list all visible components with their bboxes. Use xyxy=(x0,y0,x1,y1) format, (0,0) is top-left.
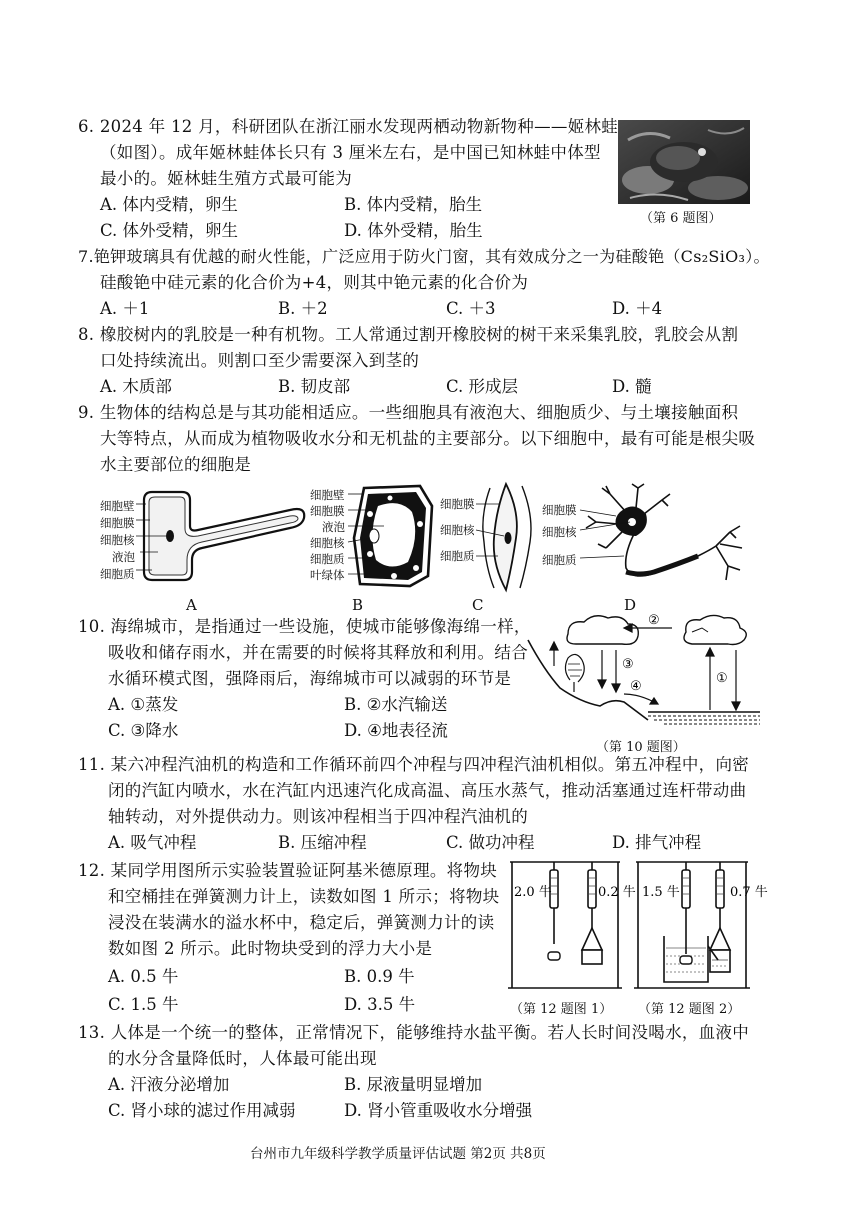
q8-line-1: 8. 橡胶树内的乳胶是一种有机物。工人常通过割开橡胶树的树干来采集乳胶，乳胶会从割 xyxy=(78,325,739,344)
cell-c-label-cytoplasm: 细胞质 xyxy=(440,549,475,563)
fig1-reading-left: 2.0 牛 xyxy=(514,885,552,900)
cell-b-label-vacuole: 液泡 xyxy=(322,520,345,534)
q7-line-1: 7.铯钾玻璃具有优越的耐火性能，广泛应用于防火门窗，其有效成分之一为硅酸铯（Cs₂SiO₃）。 xyxy=(78,247,770,266)
q7-line-2: 硅酸铯中硅元素的化合价为+4，则其中铯元素的化合价为 xyxy=(100,273,529,292)
cell-b-letter: B xyxy=(352,596,364,614)
q13-line-1: 13. 人体是一个统一的整体，正常情况下，能够维持水盐平衡。若人长时间没喝水，血液中 xyxy=(78,1023,750,1042)
q13-option-d: D. 肾小管重吸收水分增强 xyxy=(344,1101,533,1120)
cell-b-label-nucleus: 细胞核 xyxy=(310,536,345,550)
cell-b-diagram xyxy=(350,484,440,590)
q9-line-1: 9. 生物体的结构总是与其功能相适应。一些细胞具有液泡大、细胞质少、与土壤接触面积 xyxy=(78,403,739,422)
cell-b-label-wall: 细胞壁 xyxy=(310,488,345,502)
q9-line-3: 水主要部位的细胞是 xyxy=(100,455,252,474)
q12-figure-2-caption: （第 12 题图 2） xyxy=(638,1002,741,1017)
q11-line-1: 11. 某六冲程汽油机的构造和工作循环前四个冲程与四冲程汽油机相似。第五冲程中，向密 xyxy=(78,755,750,774)
cell-b-label-cytoplasm: 细胞质 xyxy=(310,552,345,566)
q10-option-d: D. ④地表径流 xyxy=(344,721,448,740)
q8-option-b: B. 韧皮部 xyxy=(278,377,351,396)
q12-figure-1-caption: （第 12 题图 1） xyxy=(510,1002,613,1017)
marker-1: ① xyxy=(716,671,728,686)
q12-line-1: 12. 某同学用图所示实验装置验证阿基米德原理。将物块 xyxy=(78,861,498,880)
q10-option-a: A. ①蒸发 xyxy=(108,695,179,714)
cell-c-letter: C xyxy=(472,596,484,614)
q6-option-b: B. 体内受精，胎生 xyxy=(344,195,483,214)
q6-option-a: A. 体内受精，卵生 xyxy=(100,195,238,214)
q12-option-b: B. 0.9 牛 xyxy=(344,967,415,986)
q13-option-b: B. 尿液量明显增加 xyxy=(344,1075,483,1094)
q12-line-3: 浸没在装满水的溢水杯中，稳定后，弹簧测力计的读 xyxy=(108,913,495,932)
fig2-reading-left: 1.5 牛 xyxy=(642,885,680,900)
marker-2: ② xyxy=(648,613,660,628)
q6-line-2: （如图）。成年姬林蛙体长只有 3 厘米左右，是中国已知林蛙中体型 xyxy=(100,143,601,162)
cell-a-label-cytoplasm: 细胞质 xyxy=(100,567,135,581)
q11-option-c: C. 做功冲程 xyxy=(446,833,535,852)
q8-line-2: 口处持续流出。则割口至少需要深入到茎的 xyxy=(100,351,420,370)
cell-a-letter: A xyxy=(186,596,198,614)
q11-line-2: 闭的汽缸内喷水，水在汽缸内迅速汽化成高温、高压水蒸气，推动活塞通过连杆带动曲 xyxy=(108,781,747,800)
q10-line-1: 10. 海绵城市，是指通过一些设施，使城市能够像海绵一样， xyxy=(78,617,531,636)
q11-line-3: 轴转动，对外提供动力。则该冲程相当于四冲程汽油机的 xyxy=(108,807,528,826)
cell-b-label-membrane: 细胞膜 xyxy=(310,504,345,518)
cell-a-label-wall: 细胞壁 xyxy=(100,499,135,513)
q8-option-a: A. 木质部 xyxy=(100,377,172,396)
q6-option-c: C. 体外受精，卵生 xyxy=(100,221,239,240)
fig1-reading-right: 0.2 牛 xyxy=(598,885,636,900)
q10-option-b: B. ②水汽输送 xyxy=(344,695,448,714)
cell-d-label-membrane: 细胞膜 xyxy=(542,503,577,517)
q7-option-c: C. ＋3 xyxy=(446,299,496,318)
q12-line-2: 和空桶挂在弹簧测力计上，读数如图 1 所示；将物块 xyxy=(108,887,500,906)
cell-a-label-membrane: 细胞膜 xyxy=(100,516,135,530)
cell-b-label-chloroplast: 叶绿体 xyxy=(310,568,345,582)
q10-figure-caption: （第 10 题图） xyxy=(596,740,686,755)
cell-c-label-membrane: 细胞膜 xyxy=(440,497,475,511)
q10-line-2: 吸收和储存雨水，并在需要的时候将其释放和利用。结合 xyxy=(108,643,528,662)
fig2-reading-right: 0.7 牛 xyxy=(730,885,768,900)
marker-3: ③ xyxy=(622,657,634,672)
cell-d-diagram xyxy=(580,484,750,590)
cell-a-label-vacuole: 液泡 xyxy=(112,550,135,564)
q12-option-a: A. 0.5 牛 xyxy=(108,967,179,986)
q10-line-3: 水循环模式图，强降雨后，海绵城市可以减弱的环节是 xyxy=(108,669,512,688)
q12-option-c: C. 1.5 牛 xyxy=(108,995,179,1014)
q6-option-d: D. 体外受精，胎生 xyxy=(344,221,483,240)
q12-line-4: 数如图 2 所示。此时物块受到的浮力大小是 xyxy=(108,939,433,958)
cell-c-label-nucleus: 细胞核 xyxy=(440,523,475,537)
marker-4: ④ xyxy=(630,679,642,694)
q7-option-a: A. ＋1 xyxy=(100,299,150,318)
q7-option-b: B. ＋2 xyxy=(278,299,328,318)
q12-figure-1 xyxy=(506,856,636,996)
q11-option-a: A. 吸气冲程 xyxy=(108,833,197,852)
q13-option-a: A. 汗液分泌增加 xyxy=(108,1075,230,1094)
water-cycle-diagram xyxy=(524,610,764,732)
q13-line-2: 的水分含量降低时，人体最可能出现 xyxy=(108,1049,377,1068)
cell-d-letter: D xyxy=(624,596,637,614)
q8-option-c: C. 形成层 xyxy=(446,377,519,396)
cell-d-label-nucleus: 细胞核 xyxy=(542,525,577,539)
q12-figure-2 xyxy=(632,856,768,996)
cell-d-label-cytoplasm: 细胞质 xyxy=(542,553,577,567)
q12-option-d: D. 3.5 牛 xyxy=(344,995,416,1014)
q8-option-d: D. 髓 xyxy=(612,377,652,396)
q6-line-1: 6. 2024 年 12 月，科研团队在浙江丽水发现两栖动物新物种——姬林蛙 xyxy=(78,117,619,136)
q7-option-d: D. ＋4 xyxy=(612,299,663,318)
q13-option-c: C. 肾小球的滤过作用减弱 xyxy=(108,1101,296,1120)
q10-option-c: C. ③降水 xyxy=(108,721,179,740)
page-footer: 台州市九年级科学教学质量评估试题 第2页 共8页 xyxy=(250,1146,546,1162)
q6-figure-caption: （第 6 题图） xyxy=(640,211,722,226)
q11-option-d: D. 排气冲程 xyxy=(612,833,702,852)
q11-option-b: B. 压缩冲程 xyxy=(278,833,367,852)
cell-c-diagram xyxy=(476,482,536,592)
cell-a-label-nucleus: 细胞核 xyxy=(100,533,135,547)
q6-line-3: 最小的。姬林蛙生殖方式最可能为 xyxy=(100,169,352,188)
frog-photo xyxy=(618,120,750,204)
cell-a-diagram xyxy=(140,486,310,586)
q9-line-2: 大等特点，从而成为植物吸收水分和无机盐的主要部分。以下细胞中，最有可能是根尖吸 xyxy=(100,429,756,448)
